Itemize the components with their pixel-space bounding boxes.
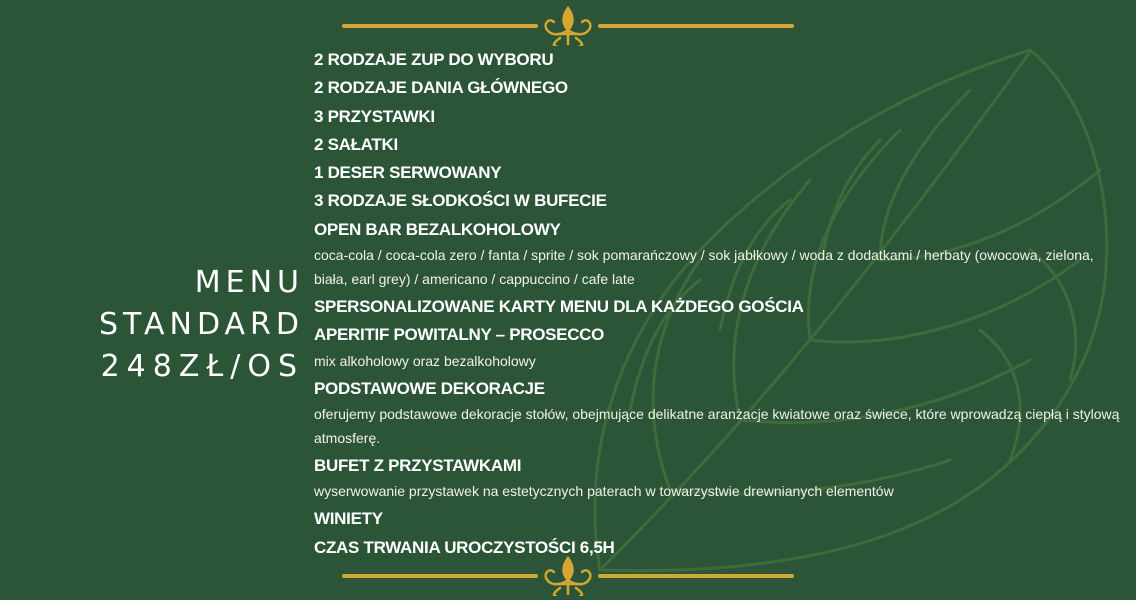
menu-item-title: 3 PRZYSTAWKI — [314, 106, 435, 126]
menu-item-title: BUFET Z PRZYSTAWKAMI — [314, 455, 522, 475]
menu-item — [314, 74, 1129, 102]
menu-item-description: coca-cola / coca-cola zero / fanta / sprite / sok pomarańczowy / sok jabłkowy / woda z dodatkami / herbaty (owocowa, zielona, biała, earl grey) / americano / cappuccino / cafe late — [314, 247, 1094, 288]
menu-item — [314, 103, 1129, 131]
menu-item-title: 2 SAŁATKI — [314, 134, 398, 154]
menu-item — [314, 46, 1129, 74]
menu-item-title: 2 RODZAJE DANIA GŁÓWNEGO — [314, 78, 568, 98]
top-ornament-divider — [340, 6, 796, 46]
menu-item-title: PODSTAWOWE DEKORACJE — [314, 378, 545, 398]
bottom-ornament-divider — [340, 556, 796, 596]
fleur-de-lis-icon — [546, 558, 591, 596]
fleur-de-lis-icon — [546, 8, 591, 46]
menu-item — [314, 216, 1129, 291]
menu-items-list — [314, 46, 1129, 562]
menu-item-title: SPERSONALIZOWANE KARTY MENU DLA KAŻDEGO GOŚCIA — [314, 297, 804, 317]
menu-item — [314, 375, 1129, 450]
menu-title: MENU STANDARD — [98, 265, 304, 342]
menu-item-title: 3 RODZAJE SŁODKOŚCI W BUFECIE — [314, 191, 607, 211]
menu-item-title: OPEN BAR BEZALKOHOLOWY — [314, 219, 561, 239]
menu-item-description: oferujemy podstawowe dekoracje stołów, obejmujące delikatne aranżacje kwiatowe oraz świece, które wprowadzą ciepłą i stylową atmosferę. — [314, 405, 1120, 446]
menu-item-description: wyserwowanie przystawek na estetycznych paterach w towarzystwie drewnianych elementów — [314, 483, 894, 500]
menu-item-title: CZAS TRWANIA UROCZYSTOŚCI 6,5H — [314, 537, 615, 557]
menu-item-title: 1 DESER SERWOWANY — [314, 163, 502, 183]
menu-price: 248ZŁ/OS — [100, 349, 304, 384]
menu-item — [314, 131, 1129, 159]
menu-item — [314, 159, 1129, 187]
menu-item-title: 2 RODZAJE ZUP DO WYBORU — [314, 50, 554, 69]
menu-item-description: mix alkoholowy oraz bezalkoholowy — [314, 352, 536, 369]
menu-item — [314, 321, 1129, 372]
menu-item — [314, 505, 1129, 533]
menu-item-title: WINIETY — [314, 509, 383, 529]
menu-item — [314, 187, 1129, 215]
menu-item — [314, 452, 1129, 503]
menu-item — [314, 293, 1129, 321]
menu-item-title: APERITIF POWITALNY – PROSECCO — [314, 325, 605, 345]
menu-title-block — [0, 262, 304, 388]
